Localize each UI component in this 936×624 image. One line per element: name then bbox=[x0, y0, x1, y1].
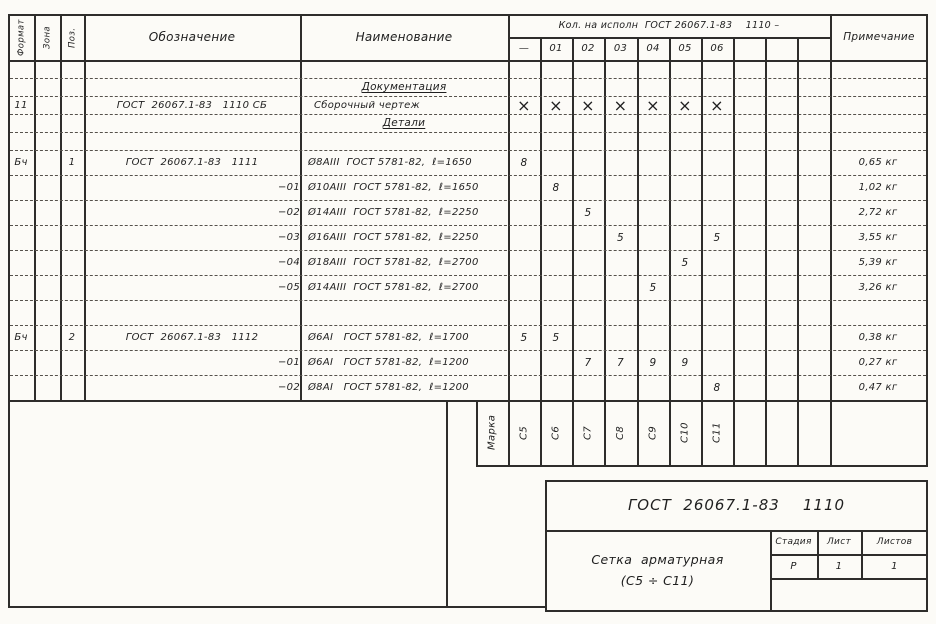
spec-cell-qty bbox=[604, 325, 637, 350]
spec-cell-qty bbox=[669, 150, 701, 175]
spec-cell-note: 3,26 кг bbox=[858, 282, 898, 293]
spec-cell-qty bbox=[701, 175, 733, 200]
spec-cell-pos: 2 bbox=[68, 332, 76, 343]
column-header-pos: Поз. bbox=[67, 27, 78, 48]
assembly-mark: × bbox=[678, 95, 692, 115]
spec-cell-qty bbox=[637, 175, 669, 200]
spec-cell-qty: 5 bbox=[552, 331, 560, 344]
column-header-note: Примечание bbox=[843, 31, 915, 43]
spec-cell-qty: 8 bbox=[713, 381, 721, 394]
assembly-mark: × bbox=[549, 95, 563, 115]
spec-cell-qty bbox=[797, 250, 830, 275]
spec-cell-format bbox=[8, 200, 34, 225]
qty-subcol-label: 01 bbox=[549, 43, 563, 54]
spec-cell-format bbox=[8, 175, 34, 200]
spec-cell-qty bbox=[797, 325, 830, 350]
grid-line bbox=[34, 14, 36, 400]
grid-line bbox=[926, 480, 928, 612]
qty-subcol-label: 06 bbox=[710, 43, 724, 54]
spec-cell-qty bbox=[701, 300, 733, 325]
spec-cell-qty bbox=[733, 175, 765, 200]
spec-cell-qty bbox=[508, 275, 540, 300]
qty-subcol-label: 03 bbox=[613, 43, 628, 54]
spec-cell-qty bbox=[572, 150, 604, 175]
title-block-name-line2: (С5 ÷ С11) bbox=[620, 573, 695, 588]
spec-cell-note bbox=[830, 300, 926, 325]
marka-value: С11 bbox=[711, 422, 723, 443]
spec-cell-qty bbox=[701, 350, 733, 375]
spec-cell-qty bbox=[797, 175, 830, 200]
assembly-mark bbox=[797, 95, 830, 115]
spec-cell-qty: 8 bbox=[552, 181, 560, 194]
spec-cell-designation: −05 bbox=[277, 282, 300, 293]
spec-cell-qty bbox=[701, 250, 733, 275]
title-block-sheet-label: Лист bbox=[826, 537, 851, 547]
marka-value bbox=[797, 400, 830, 465]
spec-cell-format bbox=[8, 300, 34, 325]
spec-cell-pos bbox=[60, 200, 84, 225]
row-separator-line bbox=[10, 132, 926, 133]
qty-subcol-label: 02 bbox=[581, 43, 595, 54]
spec-cell-designation: −01 bbox=[277, 357, 300, 368]
spec-cell-qty bbox=[572, 275, 604, 300]
spec-cell-name: Ø8АIII ГОСТ 5781-82, ℓ=1650 bbox=[308, 157, 472, 168]
spec-cell-qty bbox=[540, 200, 572, 225]
spec-cell-format bbox=[8, 250, 34, 275]
spec-cell-qty bbox=[797, 350, 830, 375]
spec-cell-qty bbox=[733, 250, 765, 275]
assembly-mark: × bbox=[581, 95, 595, 115]
spec-cell-note: 2,72 кг bbox=[858, 207, 898, 218]
title-block-name-line1: Сетка арматурная bbox=[591, 551, 724, 567]
spec-cell-note: 0,65 кг bbox=[858, 157, 898, 168]
spec-cell-qty bbox=[765, 375, 797, 400]
assembly-mark: × bbox=[710, 95, 724, 115]
title-block-name bbox=[545, 530, 770, 610]
title-block-sheets-label: Листов bbox=[876, 537, 913, 547]
spec-cell-pos: 1 bbox=[68, 157, 76, 168]
section-details: Детали bbox=[382, 117, 426, 129]
spec-cell-name: Ø18АIII ГОСТ 5781-82, ℓ=2700 bbox=[308, 257, 479, 268]
spec-cell-qty bbox=[701, 150, 733, 175]
spec-cell-qty bbox=[637, 250, 669, 275]
column-header-qty-group: Кол. на исполн ГОСТ 26067.1-83 1110 – bbox=[558, 20, 780, 31]
spec-cell-qty bbox=[508, 250, 540, 275]
spec-cell-qty: 9 bbox=[649, 356, 657, 369]
spec-cell-qty bbox=[669, 200, 701, 225]
spec-cell-qty: 5 bbox=[649, 281, 657, 294]
spec-cell-designation: −02 bbox=[277, 382, 300, 393]
spec-cell-qty bbox=[765, 150, 797, 175]
grid-line bbox=[770, 530, 772, 610]
spec-cell-pos bbox=[60, 300, 84, 325]
column-header-zone: Зона bbox=[42, 25, 53, 50]
spec-cell-qty: 7 bbox=[584, 356, 592, 369]
spec-cell-qty bbox=[604, 200, 637, 225]
spec-cell-designation: −03 bbox=[277, 232, 300, 243]
spec-cell-pos bbox=[60, 225, 84, 250]
spec-cell-designation bbox=[84, 300, 318, 325]
spec-cell-designation: −04 bbox=[277, 257, 300, 268]
spec-cell-qty bbox=[669, 300, 701, 325]
spec-cell-name: Ø6АI ГОСТ 5781-82, ℓ=1200 bbox=[308, 357, 469, 368]
grid-line bbox=[770, 554, 928, 556]
marka-value bbox=[765, 400, 797, 465]
spec-cell-name: Ø6АI ГОСТ 5781-82, ℓ=1700 bbox=[308, 332, 469, 343]
column-header-format: Формат bbox=[16, 19, 27, 56]
spec-cell-qty bbox=[669, 325, 701, 350]
spec-cell-qty bbox=[540, 300, 572, 325]
spec-cell-qty bbox=[733, 225, 765, 250]
spec-cell-qty bbox=[765, 275, 797, 300]
spec-cell-pos bbox=[60, 350, 84, 375]
title-block-sheet-value: 1 bbox=[835, 560, 843, 572]
spec-cell-qty bbox=[765, 175, 797, 200]
grid-line bbox=[476, 465, 928, 467]
title-block-doc-number: ГОСТ 26067.1-83 1110 bbox=[627, 496, 846, 514]
spec-cell-designation: ГОСТ 26067.1-83 1111 bbox=[125, 157, 259, 168]
spec-cell-format bbox=[8, 275, 34, 300]
spec-cell-note: 0,38 кг bbox=[858, 332, 898, 343]
spec-cell-format bbox=[8, 375, 34, 400]
row-separator-line bbox=[10, 78, 926, 79]
qty-subcol-label bbox=[797, 37, 830, 60]
spec-cell-qty bbox=[765, 200, 797, 225]
spec-cell-qty bbox=[637, 225, 669, 250]
marka-value: С9 bbox=[647, 425, 659, 440]
assembly-designation: ГОСТ 26067.1-83 1110 СБ bbox=[116, 99, 268, 111]
marka-value: С5 bbox=[518, 425, 530, 440]
spec-cell-qty bbox=[540, 225, 572, 250]
marka-value: С7 bbox=[582, 425, 594, 440]
spec-cell-qty bbox=[669, 275, 701, 300]
spec-cell-name bbox=[308, 300, 508, 325]
spec-cell-qty bbox=[508, 175, 540, 200]
spec-cell-qty bbox=[508, 350, 540, 375]
spec-cell-qty: 5 bbox=[520, 331, 528, 344]
grid-line bbox=[476, 400, 478, 465]
qty-subcol-label: 05 bbox=[678, 43, 692, 54]
assembly-mark bbox=[765, 95, 797, 115]
spec-cell-note: 0,47 кг bbox=[858, 382, 898, 393]
grid-line bbox=[545, 530, 928, 532]
spec-cell-note: 0,27 кг bbox=[858, 357, 898, 368]
assembly-format: 11 bbox=[14, 99, 28, 111]
spec-cell-qty bbox=[701, 325, 733, 350]
spec-cell-qty bbox=[797, 200, 830, 225]
spec-cell-qty: 7 bbox=[617, 356, 624, 369]
spec-cell-qty bbox=[540, 275, 572, 300]
spec-cell-qty bbox=[733, 200, 765, 225]
spec-cell-qty bbox=[572, 325, 604, 350]
spec-cell-qty bbox=[540, 250, 572, 275]
spec-cell-note: 5,39 кг bbox=[858, 257, 898, 268]
spec-cell-qty bbox=[797, 375, 830, 400]
grid-line bbox=[545, 610, 928, 612]
assembly-mark: × bbox=[646, 95, 660, 115]
spec-cell-qty bbox=[637, 300, 669, 325]
assembly-mark bbox=[733, 95, 765, 115]
title-block-sheets-value: 1 bbox=[891, 560, 898, 572]
spec-cell-qty bbox=[604, 275, 637, 300]
column-header-designation: Обозначение bbox=[148, 30, 236, 44]
spec-cell-format: Бч bbox=[14, 157, 28, 168]
spec-cell-qty bbox=[508, 200, 540, 225]
spec-cell-qty bbox=[604, 375, 637, 400]
spec-cell-qty bbox=[765, 350, 797, 375]
assembly-name: Сборочный чертеж bbox=[314, 99, 420, 111]
marka-label: Марка bbox=[486, 414, 498, 451]
spec-cell-pos bbox=[60, 175, 84, 200]
spec-cell-designation: ГОСТ 26067.1-83 1112 bbox=[125, 332, 259, 343]
spec-cell-format bbox=[8, 350, 34, 375]
spec-cell-qty bbox=[540, 150, 572, 175]
spec-cell-format bbox=[8, 225, 34, 250]
spec-cell-qty bbox=[669, 225, 701, 250]
section-documentation: Документация bbox=[361, 81, 447, 93]
grid-line bbox=[770, 578, 928, 580]
spec-cell-qty bbox=[765, 300, 797, 325]
spec-cell-qty bbox=[765, 325, 797, 350]
spec-cell-format: Бч bbox=[14, 332, 28, 343]
spec-cell-qty bbox=[572, 375, 604, 400]
spec-cell-qty bbox=[637, 200, 669, 225]
spec-cell-qty bbox=[604, 250, 637, 275]
spec-cell-qty bbox=[669, 175, 701, 200]
spec-cell-qty bbox=[733, 375, 765, 400]
grid-line bbox=[545, 480, 928, 482]
assembly-mark: × bbox=[613, 95, 628, 115]
spec-cell-qty bbox=[637, 375, 669, 400]
spec-cell-qty bbox=[797, 275, 830, 300]
spec-cell-qty: 5 bbox=[681, 256, 689, 269]
spec-cell-qty bbox=[733, 325, 765, 350]
spec-cell-qty bbox=[604, 175, 637, 200]
spec-cell-qty bbox=[765, 225, 797, 250]
spec-cell-qty bbox=[604, 150, 637, 175]
spec-cell-qty: 5 bbox=[584, 206, 592, 219]
spec-cell-qty bbox=[637, 150, 669, 175]
spec-cell-qty bbox=[797, 225, 830, 250]
spec-cell-qty bbox=[540, 350, 572, 375]
spec-cell-name: Ø10АIII ГОСТ 5781-82, ℓ=1650 bbox=[308, 182, 479, 193]
spec-cell-qty: 5 bbox=[617, 231, 624, 244]
spec-cell-qty bbox=[508, 375, 540, 400]
spec-cell-qty bbox=[637, 325, 669, 350]
spec-cell-note: 1,02 кг bbox=[858, 182, 898, 193]
qty-subcol-label bbox=[733, 37, 765, 60]
spec-cell-pos bbox=[60, 250, 84, 275]
spec-cell-name: Ø14АIII ГОСТ 5781-82, ℓ=2250 bbox=[308, 207, 479, 218]
spec-cell-name: Ø8АI ГОСТ 5781-82, ℓ=1200 bbox=[308, 382, 469, 393]
spec-cell-qty bbox=[733, 300, 765, 325]
qty-subcol-label: — bbox=[518, 43, 530, 54]
spec-cell-qty bbox=[733, 350, 765, 375]
spec-cell-note: 3,55 кг bbox=[858, 232, 898, 243]
spec-cell-qty bbox=[604, 300, 637, 325]
column-header-name: Наименование bbox=[355, 30, 453, 44]
title-block-stage-label: Стадия bbox=[775, 537, 812, 547]
spec-cell-name: Ø14АIII ГОСТ 5781-82, ℓ=2700 bbox=[308, 282, 479, 293]
spec-cell-qty bbox=[572, 175, 604, 200]
marka-value: С10 bbox=[679, 422, 691, 443]
marka-value: С6 bbox=[550, 425, 562, 440]
grid-line bbox=[8, 60, 928, 62]
marka-value: С8 bbox=[615, 425, 626, 440]
assembly-mark: × bbox=[517, 95, 531, 115]
spec-cell-qty bbox=[701, 275, 733, 300]
spec-cell-qty bbox=[797, 150, 830, 175]
spec-cell-pos bbox=[60, 275, 84, 300]
spec-cell-qty bbox=[765, 250, 797, 275]
spec-cell-qty bbox=[669, 375, 701, 400]
spec-cell-qty bbox=[572, 250, 604, 275]
spec-cell-name: Ø16АIII ГОСТ 5781-82, ℓ=2250 bbox=[308, 232, 479, 243]
spec-cell-pos bbox=[60, 375, 84, 400]
title-block-stage-value: Р bbox=[790, 560, 797, 572]
spec-cell-qty: 8 bbox=[520, 156, 528, 169]
qty-subcol-label: 04 bbox=[646, 43, 660, 54]
spec-cell-qty: 5 bbox=[713, 231, 721, 244]
grid-line bbox=[8, 606, 547, 608]
spec-cell-qty bbox=[572, 225, 604, 250]
grid-line bbox=[446, 400, 448, 608]
spec-cell-qty bbox=[508, 225, 540, 250]
spec-cell-designation: −01 bbox=[277, 182, 300, 193]
spec-cell-qty bbox=[701, 200, 733, 225]
spec-cell-qty: 9 bbox=[681, 356, 689, 369]
spec-cell-qty bbox=[733, 275, 765, 300]
grid-line bbox=[8, 14, 928, 16]
spec-cell-qty bbox=[733, 150, 765, 175]
spec-cell-qty bbox=[797, 300, 830, 325]
spec-cell-qty bbox=[508, 300, 540, 325]
qty-subcol-label bbox=[765, 37, 797, 60]
spec-cell-qty bbox=[540, 375, 572, 400]
spec-cell-qty bbox=[572, 300, 604, 325]
grid-line bbox=[545, 480, 547, 612]
spec-cell-designation: −02 bbox=[277, 207, 300, 218]
marka-value bbox=[733, 400, 765, 465]
